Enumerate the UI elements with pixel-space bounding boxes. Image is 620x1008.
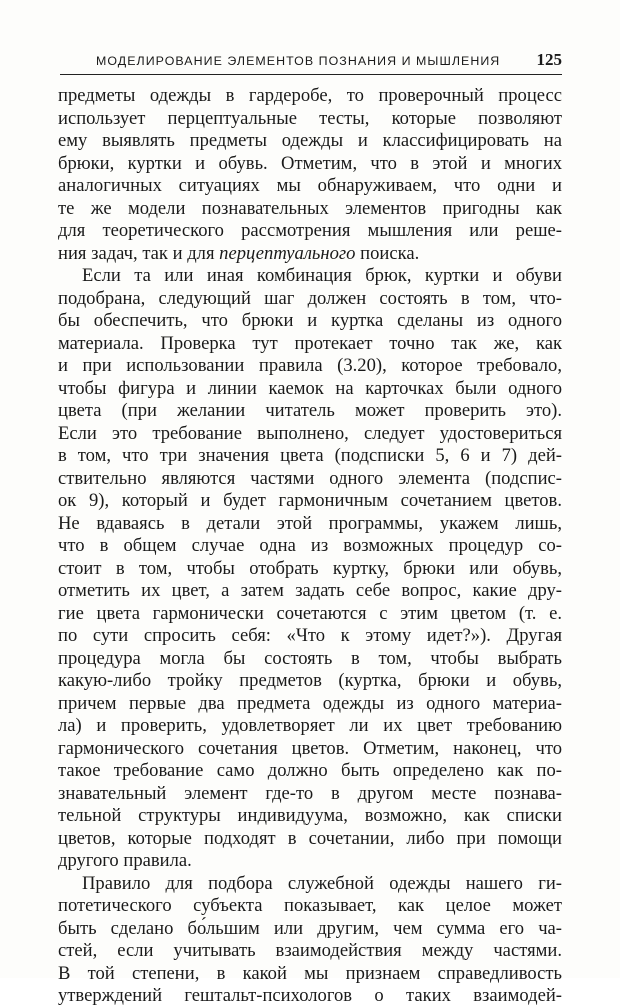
text-line: для теоретического рассмотрения мышления или реше- (58, 220, 562, 241)
text-line: отметить их цвет, а затем задать себе вопрос, какие дру- (58, 580, 562, 601)
text-line: цвета (при желании читатель может проверить это). (58, 400, 562, 421)
running-header-title: МОДЕЛИРОВАНИЕ ЭЛЕМЕНТОВ ПОЗНАНИЯ И МЫШЛЕНИЯ (96, 54, 501, 68)
text-line: подобрана, следующий шаг должен состоять в том, что- (58, 287, 562, 309)
text-line: бы обеспечить, что брюки и куртка сделаны из одного (58, 310, 562, 331)
text-line: Если это требование выполнено, следует удостовериться (58, 422, 562, 444)
text-line: чтобы фигура и линии каемок на карточках были одного (58, 377, 562, 399)
text-line: другого правила. (58, 850, 192, 871)
text-segment: поиска. (355, 242, 420, 264)
text-line: те же модели познавательных элементов пригодны как (58, 197, 562, 219)
text-line: Если та или иная комбинация брюк, куртки и обуви (82, 265, 562, 286)
text-line: ему выявлять предметы одежды и классифицировать на (58, 130, 562, 151)
text-line: процедура могла бы состоять в том, чтобы выбрать (58, 647, 562, 669)
text-line: ствительно являются частями одного элемента (подспис- (58, 467, 562, 489)
text-line: Правило для подбора служебной одежды нашего ги- (82, 872, 562, 894)
text-segment: ния задач, так и для (58, 242, 220, 264)
header-rule (60, 74, 562, 75)
paragraph-1 (58, 85, 562, 265)
text-line: по сути спросить себя: «Что к этому идет?»). Другая (58, 625, 562, 646)
text-line: аналогичных ситуациях мы обнаруживаем, что одни и (58, 175, 562, 196)
page-number: 125 (536, 50, 562, 69)
text-line: использует перцептуальные тесты, которые позволяют (58, 107, 562, 129)
running-header (96, 50, 562, 74)
text-line: стоит в том, чтобы отобрать куртку, брюки или обувь, (58, 557, 562, 579)
paragraph-3 (58, 873, 562, 1008)
text-line: тельной структуры индивидуума, возможно, как списки (58, 805, 562, 826)
text-line: утверждений гештальт-психологов о таких взаимодей- (58, 985, 562, 1006)
italic-term: перцептуального (219, 242, 356, 264)
text-line: причем первые два предмета одежды из одного материа- (58, 692, 562, 714)
text-line: гие цвета гармонически сочетаются с этим цветом (т. е. (58, 602, 562, 624)
text-line: В той степени, в какой мы признаем справедливость (58, 962, 562, 984)
text-line: брюки, куртки и обувь. Отметим, что в этой и многих (58, 152, 562, 174)
text-line: Не вдаваясь в детали этой программы, укажем лишь, (58, 512, 562, 534)
text-line: какую-либо тройку предметов (куртка, брюки и обувь, (58, 670, 562, 691)
text-line: материала. Проверка тут протекает точно так же, как (58, 332, 562, 354)
text-line: предметы одежды в гардеробе, то проверочный процесс (58, 85, 562, 106)
text-line: стей, если учитывать взаимодействия между частями. (58, 940, 562, 961)
text-line: и при использовании правила (3.20), которое требовало, (58, 355, 562, 376)
text-line: потетического субъекта показывает, как целое может (58, 895, 562, 916)
text-line: быть сделано бо́льшим или другим, чем сумма его ча- (58, 917, 562, 939)
text-line: знавательный элемент где-то в другом месте познава- (58, 782, 562, 804)
text-line: ла) и проверить, удовлетворяет ли их цвет требованию (58, 715, 562, 736)
paragraph-2 (58, 265, 562, 873)
text-line: цветов, которые подходят в сочетании, либо при помощи (58, 827, 562, 849)
text-line: в том, что три значения цвета (подсписки 5, 6 и 7) дей- (58, 445, 562, 466)
text-line: ок 9), который и будет гармоничным сочетанием цветов. (58, 490, 562, 511)
body-text (58, 85, 562, 1008)
text-line: что в общем случае одна из возможных процедур со- (58, 535, 562, 556)
text-line: гармонического сочетания цветов. Отметим, наконец, что (58, 737, 562, 759)
text-line: такое требование само должно быть определено как по- (58, 760, 562, 781)
text-line (58, 243, 562, 266)
